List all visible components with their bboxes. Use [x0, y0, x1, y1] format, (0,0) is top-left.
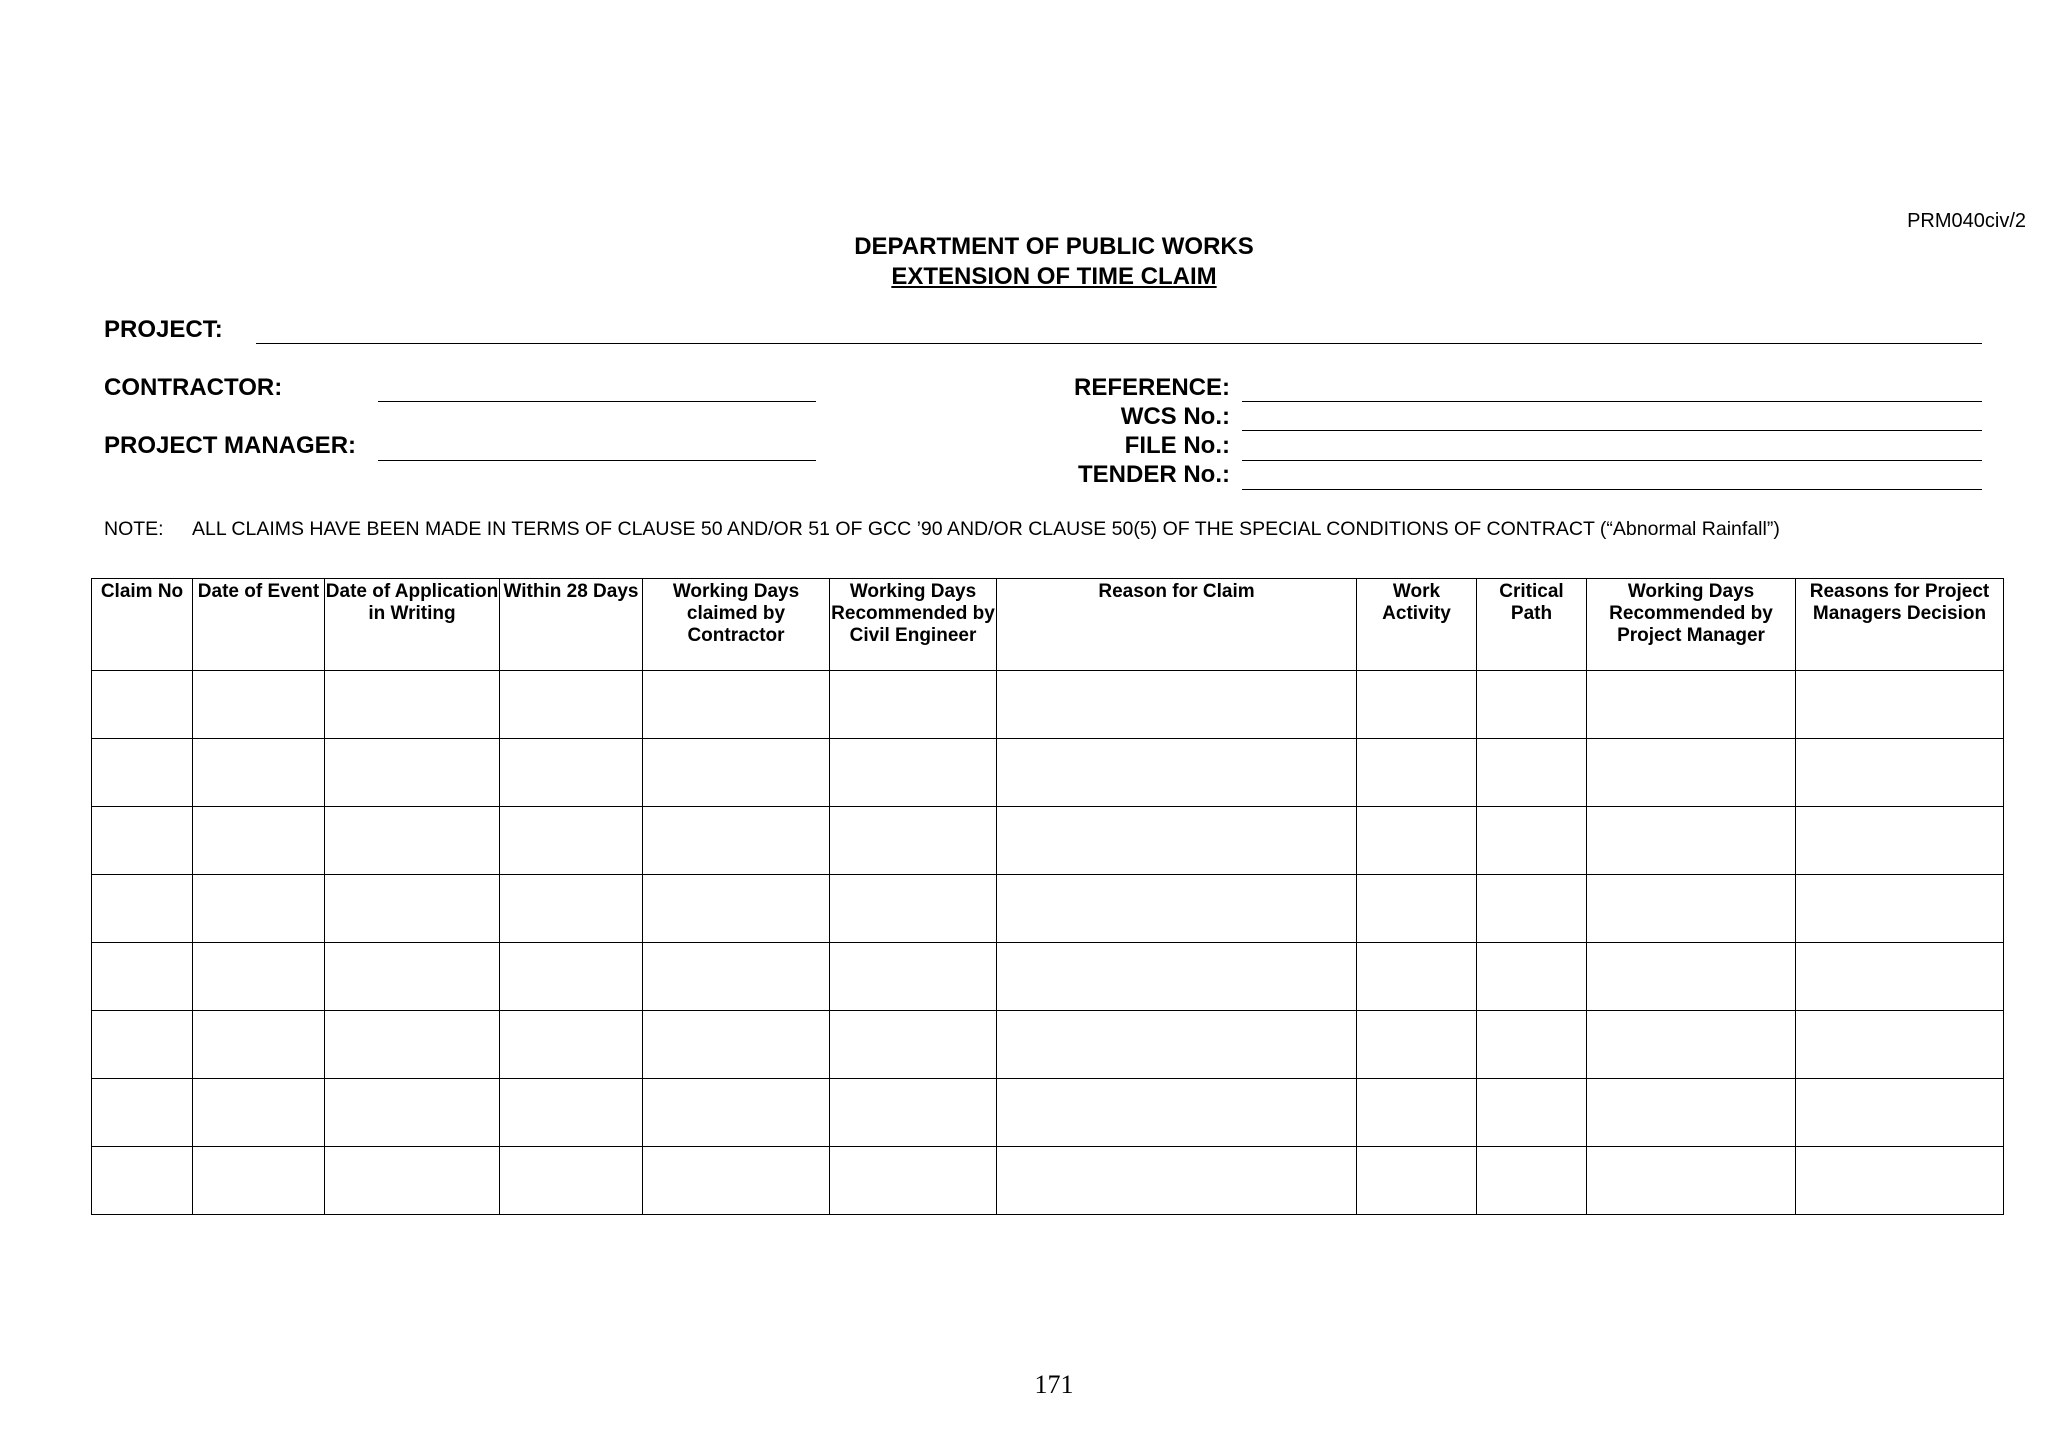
table-row [92, 739, 2004, 807]
project-label: PROJECT: [104, 316, 223, 343]
table-cell[interactable] [1587, 943, 1796, 1011]
table-cell[interactable] [92, 875, 193, 943]
header-days-recommended-project-manager: Working Days Recommended by Project Manager [1587, 579, 1796, 671]
note-text: ALL CLAIMS HAVE BEEN MADE IN TERMS OF CLAUSE 50 AND/OR 51 OF GCC ’90 AND/OR CLAUSE 50(5) OF THE SPECIAL CONDITIONS OF CONTRACT (“Abnormal Rainfall”) [192, 518, 1780, 540]
header-date-of-application: Date of Application in Writing [325, 579, 500, 671]
table-cell[interactable] [500, 943, 643, 1011]
header-reasons-pm-decision: Reasons for Project Managers Decision [1796, 579, 2004, 671]
table-cell[interactable] [325, 1147, 500, 1215]
project-manager-label: PROJECT MANAGER: [104, 432, 357, 459]
table-cell[interactable] [92, 807, 193, 875]
table-cell[interactable] [830, 875, 997, 943]
file-no-field-line[interactable] [1242, 460, 1982, 461]
table-cell[interactable] [1357, 1147, 1477, 1215]
wcs-no-field-line[interactable] [1242, 430, 1982, 431]
table-cell[interactable] [1796, 739, 2004, 807]
table-cell[interactable] [193, 1079, 325, 1147]
table-cell[interactable] [1357, 1011, 1477, 1079]
table-cell[interactable] [1357, 807, 1477, 875]
table-cell[interactable] [643, 671, 830, 739]
table-cell[interactable] [1796, 943, 2004, 1011]
table-row [92, 1147, 2004, 1215]
claims-table-header-row [92, 579, 2004, 671]
table-cell[interactable] [1477, 1147, 1587, 1215]
table-row [92, 807, 2004, 875]
reference-label: REFERENCE: [1073, 374, 1230, 401]
claims-table [91, 578, 2004, 1215]
table-cell[interactable] [1477, 1079, 1587, 1147]
table-cell[interactable] [643, 875, 830, 943]
contractor-label: CONTRACTOR: [104, 374, 283, 401]
table-cell[interactable] [325, 1011, 500, 1079]
table-cell[interactable] [830, 1011, 997, 1079]
table-row [92, 875, 2004, 943]
note-label: NOTE: [104, 518, 164, 540]
table-cell[interactable] [500, 1011, 643, 1079]
table-cell[interactable] [1796, 671, 2004, 739]
table-cell[interactable] [92, 943, 193, 1011]
tender-no-label: TENDER No.: [1078, 461, 1230, 488]
table-cell[interactable] [1357, 943, 1477, 1011]
title-department: DEPARTMENT OF PUBLIC WORKS [854, 233, 1254, 260]
table-cell[interactable] [1357, 1079, 1477, 1147]
table-cell[interactable] [1587, 875, 1796, 943]
table-cell[interactable] [997, 1011, 1357, 1079]
table-cell[interactable] [997, 875, 1357, 943]
table-cell[interactable] [325, 671, 500, 739]
file-no-label: FILE No.: [1124, 432, 1230, 459]
title-form-name: EXTENSION OF TIME CLAIM [891, 263, 1217, 290]
table-cell[interactable] [830, 807, 997, 875]
header-date-of-event: Date of Event [193, 579, 325, 671]
table-row [92, 671, 2004, 739]
table-cell[interactable] [325, 875, 500, 943]
table-cell[interactable] [643, 1079, 830, 1147]
table-cell[interactable] [1357, 875, 1477, 943]
claims-table-body [92, 671, 2004, 1215]
tender-no-field-line[interactable] [1242, 489, 1982, 490]
table-cell[interactable] [997, 1147, 1357, 1215]
table-cell[interactable] [1477, 1011, 1587, 1079]
table-cell[interactable] [997, 943, 1357, 1011]
reference-field-line[interactable] [1242, 401, 1982, 402]
table-row [92, 1079, 2004, 1147]
header-work-activity: Work Activity [1357, 579, 1477, 671]
table-cell[interactable] [997, 807, 1357, 875]
table-cell[interactable] [193, 875, 325, 943]
table-cell[interactable] [92, 1079, 193, 1147]
header-days-claimed-contractor: Working Days claimed by Contractor [643, 579, 830, 671]
table-cell[interactable] [325, 739, 500, 807]
table-cell[interactable] [1477, 875, 1587, 943]
table-cell[interactable] [1796, 1147, 2004, 1215]
table-cell[interactable] [500, 875, 643, 943]
table-cell[interactable] [643, 807, 830, 875]
table-cell[interactable] [1477, 671, 1587, 739]
table-cell[interactable] [325, 807, 500, 875]
table-cell[interactable] [193, 943, 325, 1011]
table-cell[interactable] [643, 1147, 830, 1215]
table-cell[interactable] [830, 671, 997, 739]
header-critical-path: Critical Path [1477, 579, 1587, 671]
table-cell[interactable] [643, 943, 830, 1011]
table-cell[interactable] [1587, 1079, 1796, 1147]
table-cell[interactable] [1587, 807, 1796, 875]
header-claim-no: Claim No [92, 579, 193, 671]
table-row [92, 943, 2004, 1011]
project-field-line[interactable] [256, 343, 1982, 344]
header-days-recommended-civil-engineer: Working Days Recommended by Civil Engineer [830, 579, 997, 671]
header-reason-for-claim: Reason for Claim [997, 579, 1357, 671]
table-cell[interactable] [1796, 875, 2004, 943]
table-cell[interactable] [1796, 1079, 2004, 1147]
table-cell[interactable] [1796, 1011, 2004, 1079]
wcs-no-label: WCS No.: [1120, 403, 1230, 430]
table-cell[interactable] [1477, 943, 1587, 1011]
table-cell[interactable] [1587, 671, 1796, 739]
note [104, 518, 1780, 541]
table-cell[interactable] [500, 739, 643, 807]
table-cell[interactable] [1796, 807, 2004, 875]
table-cell[interactable] [193, 807, 325, 875]
table-cell[interactable] [997, 671, 1357, 739]
table-cell[interactable] [193, 671, 325, 739]
form-code: PRM040civ/2 [1907, 210, 2026, 232]
page-number: 171 [1034, 1370, 1074, 1399]
document-title [0, 232, 2048, 292]
table-cell[interactable] [830, 1147, 997, 1215]
table-cell[interactable] [92, 1011, 193, 1079]
table-cell[interactable] [997, 1079, 1357, 1147]
table-cell[interactable] [1357, 739, 1477, 807]
table-cell[interactable] [325, 1079, 500, 1147]
table-cell[interactable] [643, 1011, 830, 1079]
table-cell[interactable] [193, 1147, 325, 1215]
table-cell[interactable] [830, 739, 997, 807]
table-cell[interactable] [325, 943, 500, 1011]
table-cell[interactable] [1477, 807, 1587, 875]
table-cell[interactable] [1587, 1011, 1796, 1079]
table-cell[interactable] [92, 671, 193, 739]
table-cell[interactable] [193, 739, 325, 807]
table-cell[interactable] [1587, 1147, 1796, 1215]
table-cell[interactable] [1357, 671, 1477, 739]
table-cell[interactable] [500, 1079, 643, 1147]
table-cell[interactable] [500, 1147, 643, 1215]
table-cell[interactable] [830, 1079, 997, 1147]
table-cell[interactable] [193, 1011, 325, 1079]
table-cell[interactable] [92, 739, 193, 807]
table-cell[interactable] [500, 807, 643, 875]
table-row [92, 1011, 2004, 1079]
table-cell[interactable] [830, 943, 997, 1011]
contractor-field-line[interactable] [378, 401, 816, 402]
table-cell[interactable] [997, 739, 1357, 807]
table-cell[interactable] [92, 1147, 193, 1215]
table-cell[interactable] [1587, 739, 1796, 807]
table-cell[interactable] [500, 671, 643, 739]
project-manager-field-line[interactable] [378, 460, 816, 461]
table-cell[interactable] [1477, 739, 1587, 807]
header-within-28-days: Within 28 Days [500, 579, 643, 671]
table-cell[interactable] [643, 739, 830, 807]
